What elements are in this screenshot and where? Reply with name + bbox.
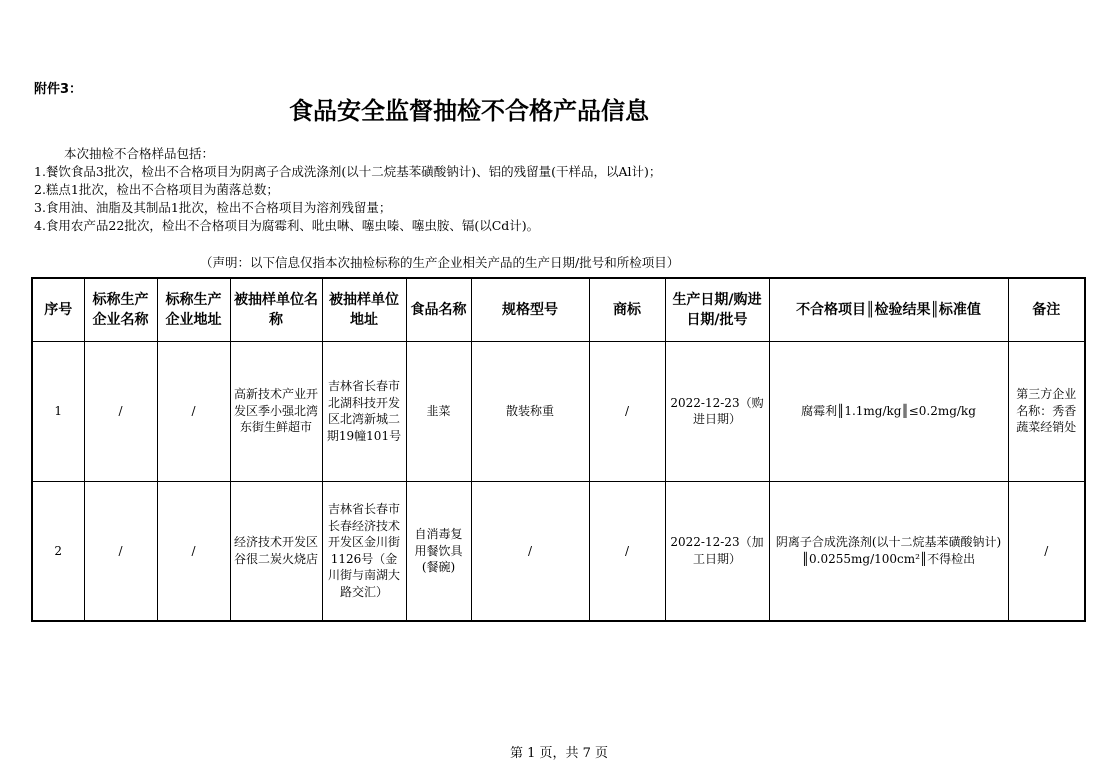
cell-seq: 2 [32, 481, 84, 621]
page-indicator: 第 1 页，共 7 页 [509, 746, 609, 761]
cell-food-name: 韭菜 [406, 341, 471, 481]
cell-seq: 1 [32, 341, 84, 481]
cell-food-name: 自消毒复用餐饮具(餐碗) [406, 481, 471, 621]
cell-mfr-address: / [157, 341, 230, 481]
cell-remark: / [1008, 481, 1085, 621]
cell-result: 阴离子合成洗涤剂(以十二烷基苯磺酸钠计)║0.0255mg/100cm²║不得检出 [769, 481, 1008, 621]
cell-remark: 第三方企业名称：秀香蔬菜经销处 [1008, 341, 1085, 481]
cell-result: 腐霉利║1.1mg/kg║≤0.2mg/kg [769, 341, 1008, 481]
header-seq: 序号 [32, 278, 84, 341]
header-sampled-name: 被抽样单位名称 [230, 278, 322, 341]
header-food-name: 食品名称 [406, 278, 471, 341]
table-row [32, 341, 1085, 481]
summary-intro: 本次抽检不合格样品包括： [64, 146, 215, 161]
cell-spec: / [471, 481, 589, 621]
document-title: 食品安全监督抽检不合格产品信息 [289, 97, 649, 125]
summary-item: 1.餐饮食品3批次，检出不合格项目为阴离子合成洗涤剂(以十二烷基苯磺酸钠计)、铝的残留量(干样品，以Al计)； [34, 164, 662, 179]
header-brand: 商标 [589, 278, 665, 341]
cell-brand: / [589, 481, 665, 621]
cell-date: 2022-12-23（购进日期） [665, 341, 769, 481]
table-header-row [32, 278, 1085, 341]
table-row [32, 481, 1085, 621]
summary-item: 3.食用油、油脂及其制品1批次，检出不合格项目为溶剂残留量； [34, 200, 392, 215]
unqualified-products-table [31, 277, 1086, 622]
attachment-label: 附件3： [34, 82, 83, 97]
disclaimer-statement: （声明：以下信息仅指本次抽检标称的生产企业相关产品的生产日期/批号和所检项目） [200, 255, 680, 270]
cell-spec: 散装称重 [471, 341, 589, 481]
summary-block [34, 145, 661, 235]
cell-mfr-name: / [84, 481, 157, 621]
header-result: 不合格项目║检验结果║标准值 [769, 278, 1008, 341]
cell-brand: / [589, 341, 665, 481]
header-sampled-address: 被抽样单位地址 [322, 278, 406, 341]
cell-sampled-address: 吉林省长春市北湖科技开发区北湾新城二期19幢101号 [322, 341, 406, 481]
summary-item: 4.食用农产品22批次，检出不合格项目为腐霉利、吡虫啉、噻虫嗪、噻虫胺、镉(以Cd计)。 [34, 218, 540, 233]
cell-sampled-address: 吉林省长春市长春经济技术开发区金川街1126号（金川街与南湖大路交汇） [322, 481, 406, 621]
header-mfr-address: 标称生产企业地址 [157, 278, 230, 341]
header-remark: 备注 [1008, 278, 1085, 341]
cell-sampled-name: 高新技术产业开发区季小强北湾东街生鲜超市 [230, 341, 322, 481]
header-spec: 规格型号 [471, 278, 589, 341]
cell-sampled-name: 经济技术开发区谷很二炭火烧店 [230, 481, 322, 621]
header-date: 生产日期/购进日期/批号 [665, 278, 769, 341]
cell-mfr-address: / [157, 481, 230, 621]
cell-date: 2022-12-23（加工日期） [665, 481, 769, 621]
cell-mfr-name: / [84, 341, 157, 481]
summary-item: 2.糕点1批次，检出不合格项目为菌落总数； [34, 182, 279, 197]
header-mfr-name: 标称生产企业名称 [84, 278, 157, 341]
